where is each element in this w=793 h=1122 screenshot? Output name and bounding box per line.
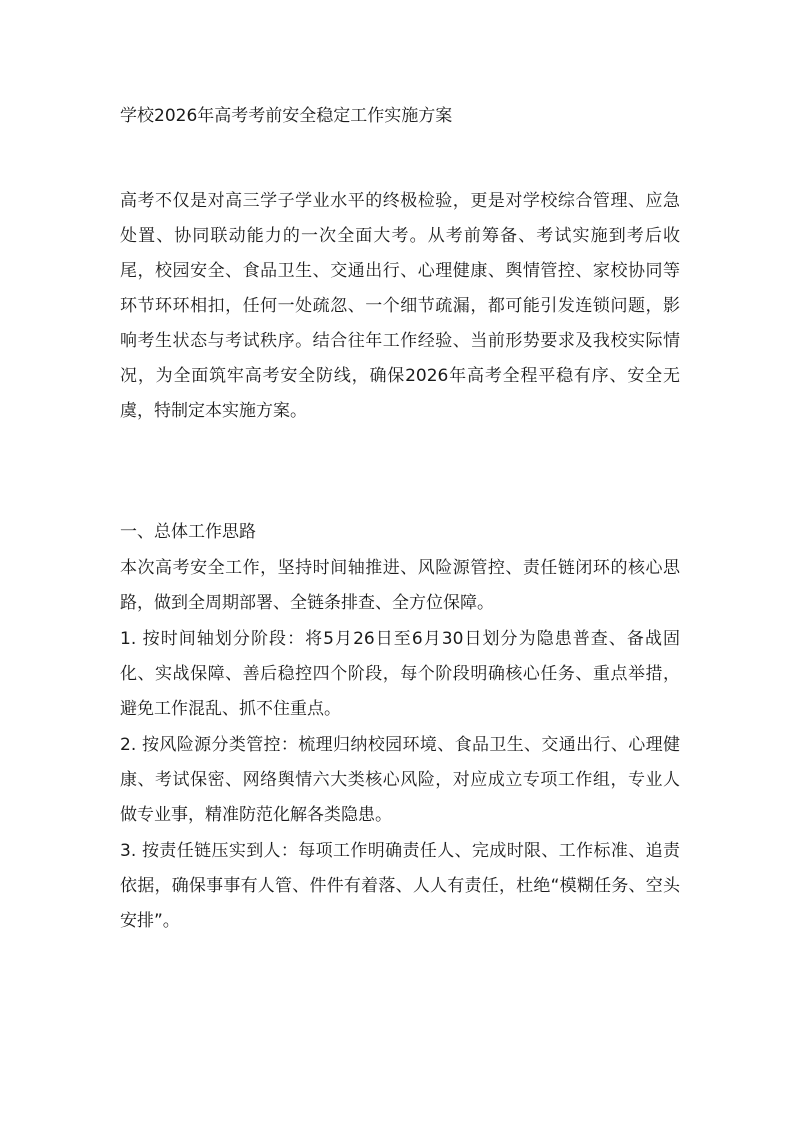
section-heading: 一、总体工作思路 [120, 522, 256, 542]
intro-paragraph: 高考不仅是对高三学子学业水平的终极检验，更是对学校综合管理、应急处置、协同联动能力的一次全面大考。从考前筹备、考试实施到考后收尾，校园安全、食品卫生、交通出行、心理健康、舆情管控、家校协同等环节环环相扣，任何一处疏忽、一个细节疏漏，都可能引发连锁问题，影响考生状态与考试秩序。结合往年工作经验、当前形势要求及我校实际情况，为全面筑牢高考安全防线，确保2026年高考全程平稳有序、安全无虞，特制定本实施方案。 [120, 191, 680, 421]
list-item-risk-control: 2. 按风险源分类管控：梳理归纳校园环境、食品卫生、交通出行、心理健康、考试保密、网络舆情六大类核心风险，对应成立专项工作组，专业人做专业事，精准防范化解各类隐患。 [120, 735, 680, 825]
section-paragraph: 本次高考安全工作，坚持时间轴推进、风险源管控、责任链闭环的核心思路，做到全周期部署、全链条排查、全方位保障。 [120, 558, 680, 613]
section-overall-approach [120, 515, 680, 940]
list-item-timeline: 1. 按时间轴划分阶段：将5月26日至6月30日划分为隐患普查、备战固化、实战保障、善后稳控四个阶段，每个阶段明确核心任务、重点举措，避免工作混乱、抓不住重点。 [120, 629, 680, 719]
list-item-responsibility: 3. 按责任链压实到人：每项工作明确责任人、完成时限、工作标准、追责依据，确保事事有人管、件件有着落、人人有责任，杜绝“模糊任务、空头安排”。 [120, 841, 680, 931]
document-title: 学校2026年高考考前安全稳定工作实施方案 [120, 106, 453, 126]
